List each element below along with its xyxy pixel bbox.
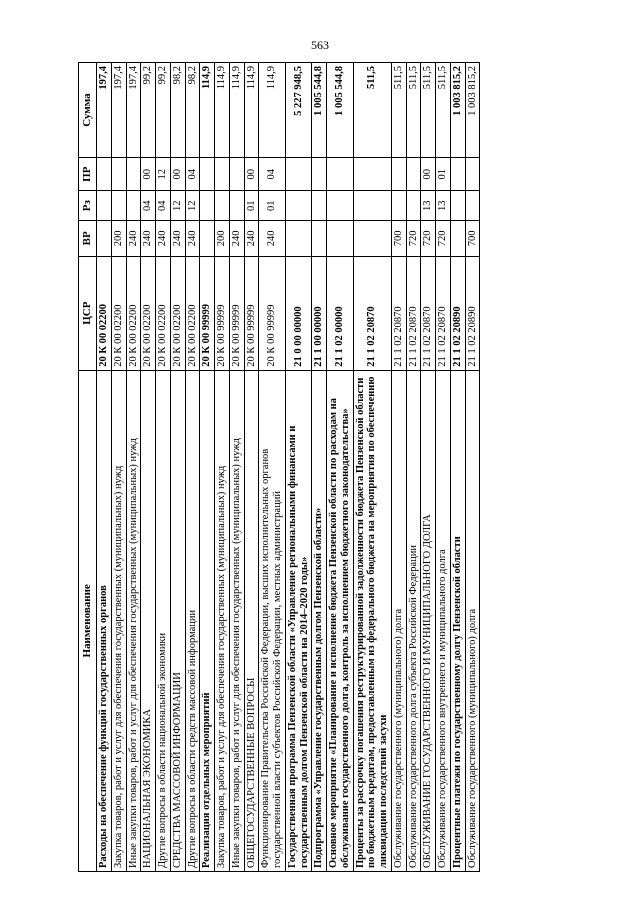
header-pr: ПР xyxy=(79,158,97,191)
header-csr: ЦСР xyxy=(79,256,97,370)
cell-name: Иные закупки товаров, работ и услуг для обеспечения государственных (муниципальных) нужд xyxy=(229,370,244,871)
cell-vr: 200 xyxy=(215,221,230,257)
budget-table-rotated xyxy=(78,62,578,872)
cell-sum: 197,4 xyxy=(111,63,126,158)
cell-pr xyxy=(111,158,126,191)
cell-name: Расходы на обеспечение функций государственных органов xyxy=(97,370,112,871)
table-row xyxy=(450,63,465,872)
cell-rz: 13 xyxy=(436,191,451,221)
cell-rz xyxy=(391,191,406,221)
cell-csr: 20 К 00 99999 xyxy=(200,256,215,370)
cell-sum: 511,5 xyxy=(406,63,421,158)
cell-rz xyxy=(285,191,312,221)
cell-vr: 240 xyxy=(170,221,185,257)
cell-sum: 197,4 xyxy=(126,63,141,158)
cell-sum: 511,5 xyxy=(353,63,391,158)
cell-rz: 04 xyxy=(156,191,171,221)
header-vr: ВР xyxy=(79,221,97,257)
cell-vr: 700 xyxy=(465,221,480,257)
table-row xyxy=(436,63,451,872)
cell-rz: 01 xyxy=(244,191,259,221)
cell-sum: 114,9 xyxy=(215,63,230,158)
cell-name: ОБЩЕГОСУДАРСТВЕННЫЕ ВОПРОСЫ xyxy=(244,370,259,871)
cell-sum: 99,2 xyxy=(141,63,156,158)
cell-pr xyxy=(450,158,465,191)
cell-rz xyxy=(111,191,126,221)
cell-sum: 114,9 xyxy=(229,63,244,158)
cell-csr: 21 0 00 00000 xyxy=(285,256,312,370)
cell-rz: 04 xyxy=(141,191,156,221)
table-row xyxy=(285,63,312,872)
table-row xyxy=(185,63,200,872)
cell-pr: 00 xyxy=(170,158,185,191)
cell-csr: 21 1 02 20870 xyxy=(421,256,436,370)
page-number: 563 xyxy=(311,38,329,52)
cell-csr: 20 К 00 02200 xyxy=(111,256,126,370)
table-row xyxy=(215,63,230,872)
cell-pr xyxy=(353,158,391,191)
table-row xyxy=(406,63,421,872)
cell-pr xyxy=(97,158,112,191)
cell-name: Обслуживание государственного (муниципального) долга xyxy=(465,370,480,871)
cell-csr: 20 К 00 02200 xyxy=(126,256,141,370)
cell-name: Обслуживание государственного долга субъекта Российской Федерации xyxy=(406,370,421,871)
cell-vr: 720 xyxy=(436,221,451,257)
cell-name: Иные закупки товаров, работ и услуг для обеспечения государственных (муниципальных) нужд xyxy=(126,370,141,871)
cell-name: Закупка товаров, работ и услуг для обеспечения государственных (муниципальных) нужд xyxy=(111,370,126,871)
cell-sum: 1 003 815,2 xyxy=(465,63,480,158)
cell-pr xyxy=(215,158,230,191)
cell-vr: 240 xyxy=(229,221,244,257)
table-row xyxy=(312,63,327,872)
cell-vr xyxy=(285,221,312,257)
cell-name: Другие вопросы в области национальной экономики xyxy=(156,370,171,871)
cell-name: Обслуживание государственного (муниципального) долга xyxy=(391,370,406,871)
cell-rz xyxy=(406,191,421,221)
table-body xyxy=(97,63,480,872)
table-row xyxy=(141,63,156,872)
cell-rz xyxy=(327,191,354,221)
cell-rz xyxy=(465,191,480,221)
cell-csr: 21 1 02 00000 xyxy=(327,256,354,370)
cell-csr: 20 К 00 02200 xyxy=(141,256,156,370)
cell-rz xyxy=(450,191,465,221)
table-row xyxy=(465,63,480,872)
cell-csr: 21 1 02 20870 xyxy=(353,256,391,370)
cell-name: Закупка товаров, работ и услуг для обеспечения государственных (муниципальных) нужд xyxy=(215,370,230,871)
table-row xyxy=(97,63,112,872)
cell-pr: 01 xyxy=(436,158,451,191)
cell-rz: 01 xyxy=(259,191,286,221)
cell-name: Процентные платежи по государственному долгу Пензенской области xyxy=(450,370,465,871)
cell-sum: 511,5 xyxy=(391,63,406,158)
cell-name: СРЕДСТВА МАССОВОЙ ИНФОРМАЦИИ xyxy=(170,370,185,871)
table-row xyxy=(229,63,244,872)
cell-name: ОБСЛУЖИВАНИЕ ГОСУДАРСТВЕННОГО И МУНИЦИПАЛЬНОГО ДОЛГА xyxy=(421,370,436,871)
table-row xyxy=(111,63,126,872)
cell-sum: 5 227 948,5 xyxy=(285,63,312,158)
cell-sum: 197,4 xyxy=(97,63,112,158)
table-row xyxy=(156,63,171,872)
cell-rz: 12 xyxy=(185,191,200,221)
cell-vr xyxy=(327,221,354,257)
cell-csr: 21 1 00 00000 xyxy=(312,256,327,370)
cell-vr xyxy=(450,221,465,257)
cell-sum: 511,5 xyxy=(421,63,436,158)
table-row xyxy=(126,63,141,872)
cell-name: Обслуживание государственного внутреннего и муниципального долга xyxy=(436,370,451,871)
cell-csr: 20 К 00 99999 xyxy=(229,256,244,370)
cell-pr: 04 xyxy=(259,158,286,191)
cell-rz xyxy=(312,191,327,221)
budget-table xyxy=(78,62,480,872)
cell-sum: 98,2 xyxy=(170,63,185,158)
cell-rz xyxy=(200,191,215,221)
cell-name: НАЦИОНАЛЬНАЯ ЭКОНОМИКА xyxy=(141,370,156,871)
cell-pr: 00 xyxy=(421,158,436,191)
header-rz: Рз xyxy=(79,191,97,221)
cell-pr xyxy=(312,158,327,191)
cell-vr: 240 xyxy=(244,221,259,257)
cell-vr: 720 xyxy=(406,221,421,257)
cell-pr xyxy=(229,158,244,191)
table-header-row xyxy=(79,63,97,872)
cell-name: Государственная программа Пензенской области «Управление региональными финансами и государственным долгом Пензенской области на 2014–2020 годы» xyxy=(285,370,312,871)
cell-sum: 114,9 xyxy=(200,63,215,158)
cell-sum: 114,9 xyxy=(244,63,259,158)
cell-csr: 20 К 00 02200 xyxy=(156,256,171,370)
cell-vr: 240 xyxy=(185,221,200,257)
cell-vr xyxy=(353,221,391,257)
cell-csr: 21 1 02 20870 xyxy=(391,256,406,370)
cell-pr xyxy=(327,158,354,191)
cell-sum: 1 005 544,8 xyxy=(312,63,327,158)
cell-vr: 240 xyxy=(156,221,171,257)
cell-vr xyxy=(200,221,215,257)
cell-sum: 114,9 xyxy=(259,63,286,158)
cell-name: Реализация отдельных мероприятий xyxy=(200,370,215,871)
table-row xyxy=(391,63,406,872)
cell-rz xyxy=(126,191,141,221)
cell-pr: 00 xyxy=(141,158,156,191)
cell-pr xyxy=(126,158,141,191)
cell-pr xyxy=(285,158,312,191)
cell-sum: 1 003 815,2 xyxy=(450,63,465,158)
cell-csr: 21 1 02 20870 xyxy=(436,256,451,370)
table-row xyxy=(327,63,354,872)
cell-name: Проценты за рассрочку погашения реструктурированной задолженности бюджета Пензенской области по бюджетным кредитам, предоставленным из федерального бюджета на мероприятия по обеспечению ликвидации последствий засухи xyxy=(353,370,391,871)
cell-pr xyxy=(391,158,406,191)
cell-name: Подпрограмма «Управление государственным долгом Пензенской области» xyxy=(312,370,327,871)
cell-sum: 511,5 xyxy=(436,63,451,158)
cell-pr xyxy=(200,158,215,191)
cell-csr: 21 1 02 20890 xyxy=(450,256,465,370)
cell-name: Основное мероприятие «Планирование и исполнение бюджета Пензенской области по расходам на обслуживание государственного долга, контроль за исполнением бюджетного законодательства» xyxy=(327,370,354,871)
cell-sum: 98,2 xyxy=(185,63,200,158)
cell-pr xyxy=(465,158,480,191)
cell-csr: 20 К 00 02200 xyxy=(170,256,185,370)
cell-sum: 99,2 xyxy=(156,63,171,158)
cell-vr xyxy=(97,221,112,257)
cell-rz xyxy=(229,191,244,221)
cell-rz xyxy=(215,191,230,221)
cell-rz: 12 xyxy=(170,191,185,221)
cell-csr: 20 К 00 02200 xyxy=(185,256,200,370)
cell-rz xyxy=(353,191,391,221)
header-name: Наименование xyxy=(79,370,97,871)
cell-sum: 1 005 544,8 xyxy=(327,63,354,158)
table-row xyxy=(170,63,185,872)
cell-vr: 720 xyxy=(421,221,436,257)
cell-pr: 12 xyxy=(156,158,171,191)
cell-rz xyxy=(97,191,112,221)
table-row xyxy=(421,63,436,872)
cell-pr xyxy=(406,158,421,191)
table-row xyxy=(353,63,391,872)
cell-vr: 240 xyxy=(141,221,156,257)
cell-csr: 20 К 00 99999 xyxy=(215,256,230,370)
header-sum: Сумма xyxy=(79,63,97,158)
cell-name: Функционирование Правительства Российской Федерации, высших исполнительных органов государственной власти субъектов Российской Федерации, местных администраций xyxy=(259,370,286,871)
cell-csr: 20 К 00 02200 xyxy=(97,256,112,370)
table-row xyxy=(200,63,215,872)
cell-vr: 240 xyxy=(259,221,286,257)
cell-csr: 21 1 02 20870 xyxy=(406,256,421,370)
cell-csr: 21 1 02 20890 xyxy=(465,256,480,370)
table-row xyxy=(244,63,259,872)
cell-vr xyxy=(312,221,327,257)
cell-csr: 20 К 00 99999 xyxy=(244,256,259,370)
cell-csr: 20 К 00 99999 xyxy=(259,256,286,370)
cell-rz: 13 xyxy=(421,191,436,221)
table-row xyxy=(259,63,286,872)
cell-vr: 700 xyxy=(391,221,406,257)
cell-name: Другие вопросы в области средств массовой информации xyxy=(185,370,200,871)
cell-pr: 00 xyxy=(244,158,259,191)
cell-pr: 04 xyxy=(185,158,200,191)
cell-vr: 200 xyxy=(111,221,126,257)
cell-vr: 240 xyxy=(126,221,141,257)
